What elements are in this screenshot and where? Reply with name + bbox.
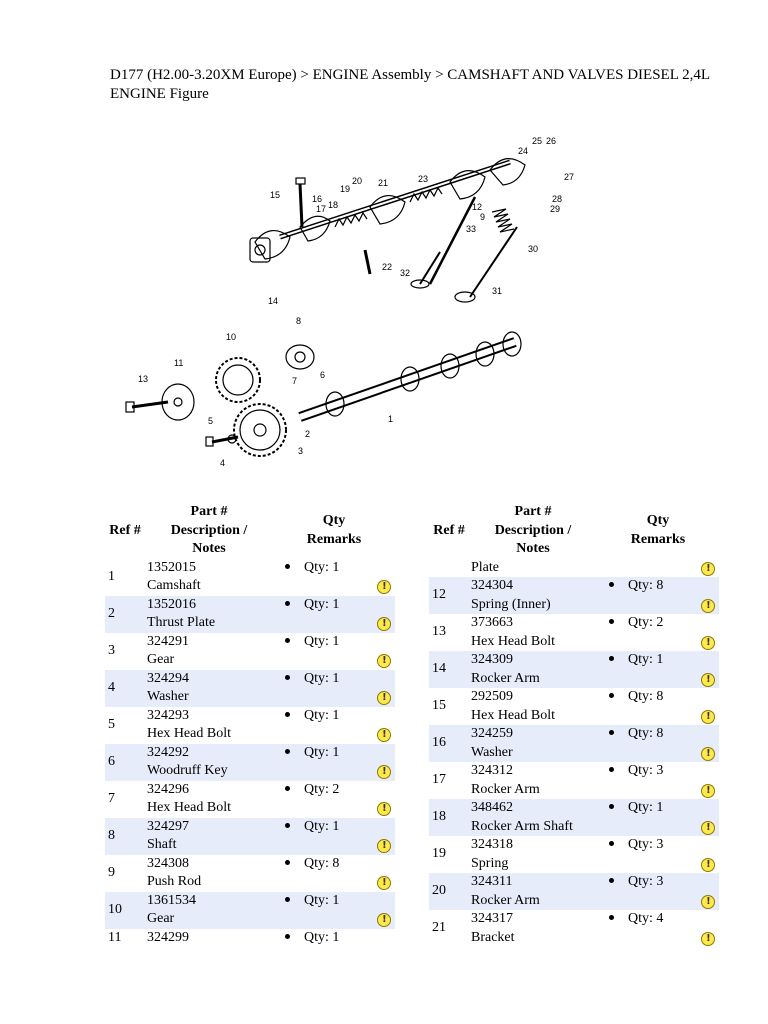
callout-15: 15 — [270, 190, 281, 200]
part-description: Hex Head Bolt — [471, 707, 555, 723]
warning-icon[interactable]: ! — [701, 784, 715, 798]
callout-30: 30 — [528, 244, 539, 254]
breadcrumb: D177 (H2.00-3.20XM Europe) > ENGINE Assembly > CAMSHAFT AND VALVES DIESEL 2,4L ENGINE Figure — [110, 67, 710, 102]
ref-cell: 10 — [105, 892, 145, 929]
part-description: Spring (Inner) — [469, 596, 597, 615]
header-description: Part # Description / Notes — [170, 504, 248, 556]
ref-cell: 5 — [108, 716, 115, 732]
ref-cell: 21 — [432, 920, 446, 936]
part-number[interactable]: 1352016 — [145, 596, 273, 615]
warning-icon[interactable]: ! — [377, 765, 391, 779]
warning-icon[interactable]: ! — [701, 599, 715, 613]
callout-26: 26 — [546, 136, 557, 146]
part-description: Plate — [471, 559, 499, 575]
ref-cell: 9 — [108, 864, 115, 880]
warning-icon[interactable]: ! — [377, 617, 391, 631]
qty-cell: Qty: 1 — [273, 596, 374, 615]
part-number[interactable]: 324312 — [471, 763, 513, 778]
qty-cell: Qty: 1 — [597, 799, 698, 818]
ref-cell: 15 — [432, 698, 446, 714]
qty-cell: Qty: 1 — [273, 707, 374, 726]
qty-cell: Qty: 1 — [273, 818, 374, 837]
qty-cell: Qty: 1 — [273, 744, 374, 763]
ref-cell: 17 — [432, 772, 446, 788]
callout-6: 6 — [320, 370, 326, 380]
part-description: Rocker Arm Shaft — [469, 818, 597, 837]
part-number[interactable]: 324299 — [147, 929, 189, 945]
qty-cell: Qty: 1 — [597, 651, 698, 670]
warning-icon[interactable]: ! — [377, 876, 391, 890]
qty-cell: Qty: 8 — [597, 688, 698, 707]
callout-4: 4 — [220, 458, 226, 468]
part-description: Camshaft — [147, 578, 201, 593]
qty-cell: Qty: 3 — [597, 836, 698, 855]
header-qty-remarks: Qty Remarks — [306, 513, 362, 547]
part-number[interactable]: 324292 — [145, 744, 273, 763]
qty-cell: Qty: 1 — [273, 670, 374, 689]
part-description: Rocker Arm — [471, 781, 540, 797]
callout-8: 8 — [296, 316, 302, 326]
callout-29: 29 — [550, 204, 561, 214]
ref-cell: 1 — [108, 568, 115, 584]
part-description: Gear — [145, 910, 273, 929]
warning-icon[interactable]: ! — [701, 895, 715, 909]
qty-cell: Qty: 1 — [273, 929, 374, 948]
header-description: Part # Description / Notes — [494, 504, 572, 556]
callout-27: 27 — [564, 172, 575, 182]
qty-cell: Qty: 1 — [273, 892, 374, 911]
callout-7: 7 — [292, 376, 298, 386]
warning-icon[interactable]: ! — [701, 932, 715, 946]
ref-cell: 19 — [432, 846, 446, 862]
callout-10: 10 — [226, 332, 237, 342]
part-description: Bracket — [471, 929, 515, 945]
ref-cell: 11 — [108, 929, 122, 945]
qty-cell: Qty: 3 — [597, 873, 698, 892]
callout-25: 25 — [532, 136, 543, 146]
part-description: Washer — [145, 688, 273, 707]
qty-cell: Qty: 1 — [273, 559, 374, 578]
part-number[interactable]: 324296 — [147, 781, 189, 797]
qty-cell: Qty: 2 — [273, 781, 374, 800]
warning-icon[interactable]: ! — [377, 691, 391, 705]
ref-cell: 6 — [105, 744, 145, 781]
warning-icon[interactable]: ! — [377, 654, 391, 668]
callout-3: 3 — [298, 446, 304, 456]
ref-cell: 18 — [429, 799, 469, 836]
ref-cell: 7 — [108, 790, 115, 806]
warning-icon[interactable]: ! — [701, 710, 715, 724]
warning-icon[interactable]: ! — [701, 636, 715, 650]
callout-33: 33 — [466, 224, 477, 234]
callout-12: 12 — [472, 202, 483, 212]
part-number[interactable]: 324308 — [147, 855, 189, 871]
qty-cell: Qty: 8 — [273, 855, 374, 874]
callout-28: 28 — [552, 194, 563, 204]
part-description: Hex Head Bolt — [147, 726, 231, 741]
callout-22: 22 — [382, 262, 393, 272]
qty-cell: Qty: 8 — [597, 577, 698, 596]
header-ref: Ref # — [433, 522, 465, 538]
callout-19: 19 — [340, 184, 351, 194]
warning-icon[interactable]: ! — [377, 913, 391, 927]
callout-11: 11 — [174, 358, 184, 368]
ref-cell: 12 — [429, 577, 469, 614]
part-number[interactable]: 292509 — [471, 689, 513, 704]
part-description: Shaft — [145, 836, 273, 855]
callout-18: 18 — [328, 200, 339, 210]
part-description: Rocker Arm — [469, 892, 597, 911]
callout-23: 23 — [418, 174, 429, 184]
callout-20: 20 — [352, 176, 363, 186]
part-number[interactable]: 324304 — [469, 577, 597, 596]
ref-cell: 4 — [105, 670, 145, 707]
part-description: Washer — [469, 744, 597, 763]
ref-cell: 16 — [429, 725, 469, 762]
warning-icon[interactable]: ! — [377, 802, 391, 816]
part-number[interactable]: 324259 — [469, 725, 597, 744]
header-qty-remarks: Qty Remarks — [630, 513, 686, 547]
part-description: Spring — [471, 855, 509, 871]
part-description: Hex Head Bolt — [471, 633, 555, 649]
part-number[interactable]: 1361534 — [145, 892, 273, 911]
part-number[interactable]: 324291 — [147, 633, 189, 649]
ref-cell: 14 — [429, 651, 469, 688]
part-number[interactable]: 324297 — [145, 818, 273, 837]
part-number[interactable]: 324294 — [145, 670, 273, 689]
callout-32: 32 — [400, 268, 411, 278]
ref-cell: 13 — [432, 624, 446, 640]
callout-2: 2 — [305, 429, 311, 439]
part-number[interactable]: 324309 — [469, 651, 597, 670]
qty-cell: Qty: 4 — [597, 910, 698, 929]
ref-cell: 8 — [105, 818, 145, 855]
ref-cell: 2 — [105, 596, 145, 633]
warning-icon[interactable]: ! — [701, 673, 715, 687]
part-number[interactable]: 324317 — [471, 911, 513, 926]
callout-31: 31 — [492, 286, 503, 296]
part-description: Push Rod — [147, 874, 202, 889]
parts-table-left — [105, 503, 395, 947]
part-number[interactable]: 1352015 — [147, 559, 196, 575]
ref-cell: 3 — [108, 642, 115, 658]
callout-16: 16 — [312, 194, 323, 204]
parts-table-right — [429, 503, 719, 947]
part-description: Woodruff Key — [145, 762, 273, 781]
callout-5: 5 — [208, 416, 214, 426]
header-ref: Ref # — [109, 522, 141, 538]
warning-icon[interactable]: ! — [377, 728, 391, 742]
part-number[interactable]: 324311 — [469, 873, 597, 892]
callout-9: 9 — [480, 212, 486, 222]
qty-cell: Qty: 2 — [597, 614, 698, 633]
warning-icon[interactable]: ! — [377, 580, 391, 594]
part-number[interactable]: 348462 — [469, 799, 597, 818]
warning-icon[interactable]: ! — [701, 821, 715, 835]
warning-icon[interactable]: ! — [377, 839, 391, 853]
ref-cell: 20 — [429, 873, 469, 910]
part-description: Thrust Plate — [145, 614, 273, 633]
callout-21: 21 — [378, 178, 389, 188]
part-number[interactable]: 324293 — [147, 707, 189, 723]
part-number[interactable]: 373663 — [471, 615, 513, 630]
callout-14: 14 — [268, 296, 279, 306]
part-number[interactable]: 324318 — [471, 837, 513, 852]
qty-cell: Qty: 3 — [597, 762, 698, 781]
warning-icon[interactable]: ! — [701, 747, 715, 761]
part-description: Rocker Arm — [469, 670, 597, 689]
callout-24: 24 — [518, 146, 529, 156]
qty-cell: Qty: 8 — [597, 725, 698, 744]
part-description: Hex Head Bolt — [147, 800, 231, 815]
callout-13: 13 — [138, 374, 149, 384]
warning-icon[interactable]: ! — [701, 562, 715, 576]
qty-cell: Qty: 1 — [273, 633, 374, 652]
callout-17: 17 — [316, 204, 327, 214]
exploded-parts-diagram — [120, 132, 575, 472]
callout-1: 1 — [388, 414, 394, 424]
warning-icon[interactable]: ! — [701, 858, 715, 872]
part-description: Gear — [147, 652, 175, 667]
